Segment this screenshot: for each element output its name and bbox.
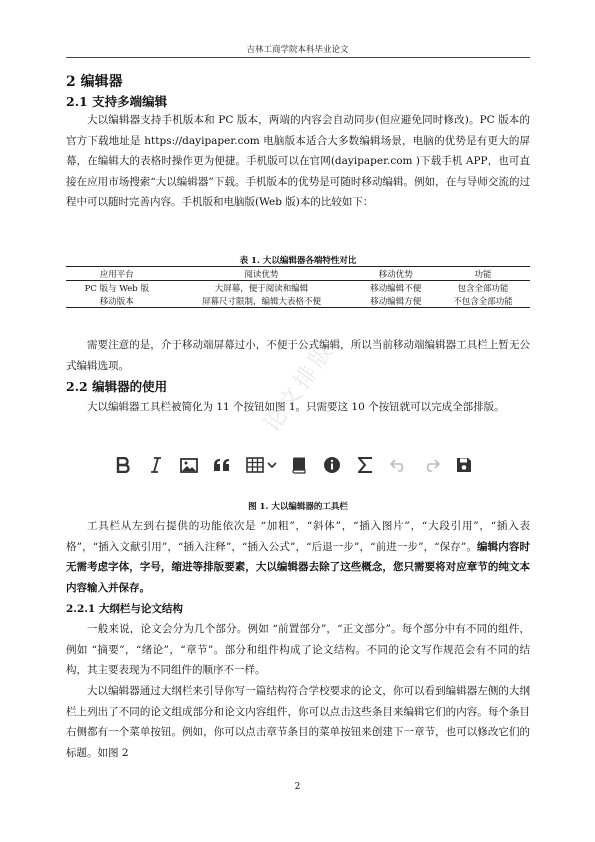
table-header-cell: 功能	[436, 267, 530, 281]
table-cell: 移动编辑方便	[355, 294, 436, 308]
image-icon[interactable]	[178, 453, 200, 477]
table-icon[interactable]	[244, 453, 266, 477]
save-icon[interactable]	[453, 453, 475, 477]
paragraph-mobile-note: 需要注意的是，介于移动端屏幕过小，不便于公式编辑，所以当前移动端编辑器工具栏上暂无公式编辑选项。	[66, 339, 530, 372]
section-heading-2-2-1: 2.2.1 大纲栏与论文结构	[66, 603, 183, 615]
info-icon[interactable]	[321, 453, 343, 477]
page-number: 2	[294, 782, 301, 792]
comparison-table	[66, 266, 530, 308]
section-heading-2-2: 2.2 编辑器的使用	[66, 379, 168, 394]
italic-icon[interactable]	[145, 453, 167, 477]
paragraph-thesis-structure: 一般来说，论文会分为几个部分。例如 “前置部分”，“正文部分”。每个部分中有不同的组件，例如 “摘要”，“绪论”，“章节”。部分和组件构成了论文结构。不同的论文写作规范会有不同的结构，其主要表现为不同组件的顺序不一样。	[66, 623, 530, 676]
paragraph-toolbar-functions	[66, 516, 530, 598]
table-caption: 表 1. 大以编辑器各端特性对比	[239, 256, 357, 266]
paragraph-outline-bar: 大以编辑器通过大纲栏来引导你写一篇结构符合学校要求的论文，你可以看到编辑器左侧的大纲栏上列出了不同的论文组成部分和论文内容组件，你可以点击这些条目来编辑它们的内容。每个条目右侧都有一个菜单按钮。例如，你可以点击章节条目的菜单按钮来创建下一章节，也可以修改它们的标题。如图 2	[66, 685, 530, 759]
paragraph-toolbar-intro: 大以编辑器工具栏被简化为 11 个按钮如图 1。只需要这 10 个按钮就可以完成全部排版。	[87, 401, 505, 413]
table-row	[66, 294, 530, 308]
quote-icon[interactable]	[211, 453, 233, 477]
editor-toolbar	[112, 449, 492, 481]
table-cell: 屏幕尺寸限制，编辑大表格不便	[168, 294, 356, 308]
watermark: 论文排版	[259, 336, 340, 437]
table-cell: 移动编辑不便	[370, 283, 422, 294]
bold-icon[interactable]	[112, 453, 134, 477]
section-heading-2-1: 2.1 支持多端编辑	[66, 94, 168, 109]
bold-statement: 编辑内容时无需考虑字体，字号，缩进等排版要素，大以编辑器去除了这些概念，您只需要将对应章节的纯文本内容输入并保存。	[66, 540, 530, 594]
redo-icon[interactable]	[420, 453, 442, 477]
chevron-down-icon[interactable]	[266, 453, 278, 477]
toolbar-functions-text: 工具栏从左到右提供的功能依次是 “加粗”，“斜体”，“插入图片”，“大段引用”，“插入表格”，“插入文献引用”，“插入注释”，“插入公式”，“后退一步”，“前进一步”，“保存”。	[66, 520, 530, 553]
sigma-icon[interactable]	[354, 453, 376, 477]
figure-caption: 图 1. 大以编辑器的工具栏	[248, 502, 348, 512]
table-cell: 包含全部功能	[457, 283, 509, 294]
table-header-cell: 阅读优势	[168, 267, 356, 281]
table-cell: PC 版与 Web 版	[84, 283, 149, 294]
paragraph-multi-platform: 大以编辑器支持手机版本和 PC 版本，两端的内容会自动同步(但应避免同时修改)。PC 版本的官方下载地址是 https://dayipaper.com 电脑版本适合大多数编辑场景，电脑的优势是有更大的屏幕，在编辑大的表格时操作更为便捷。手机版可以在官网(dayipaper.com )下载手机 APP，也可直接在应用市场搜索“大以编辑器”下载。手机版本的优势是可随时移动编辑。例如，在与导师交流的过程中可以随时完善内容。手机版和电脑版(Web 版)本的比较如下：	[66, 114, 530, 208]
table-cell: 大屏幕，便于阅读和编辑	[214, 283, 309, 294]
table-cell: 移动版本	[66, 294, 168, 308]
book-icon[interactable]	[288, 453, 310, 477]
header-rule	[66, 57, 530, 58]
table-row	[66, 281, 530, 295]
table-header-cell: 移动优势	[355, 267, 436, 281]
page-header-title: 吉林工商学院本科毕业论文	[246, 45, 349, 55]
table-cell: 不包含全部功能	[436, 294, 530, 308]
table-header-cell: 应用平台	[66, 267, 168, 281]
section-heading-2: 2 编辑器	[66, 74, 123, 90]
undo-icon[interactable]	[387, 453, 409, 477]
